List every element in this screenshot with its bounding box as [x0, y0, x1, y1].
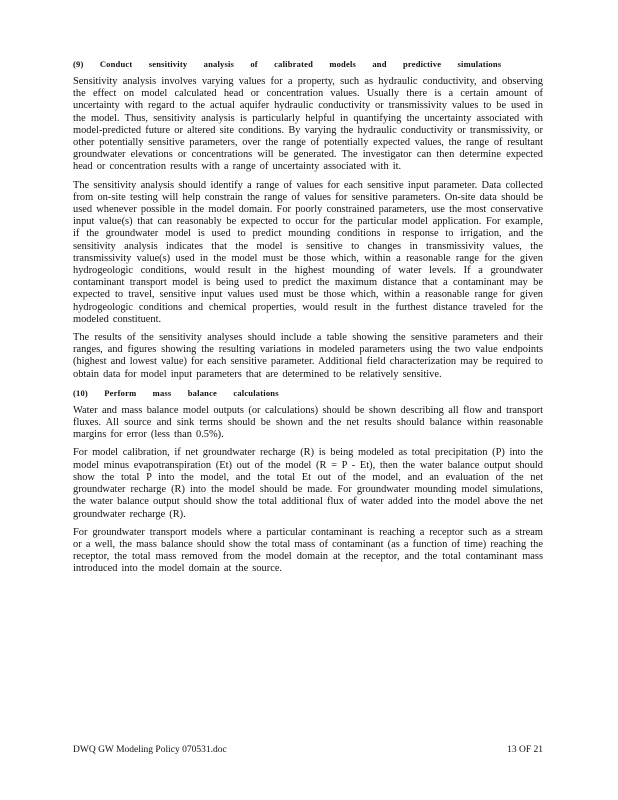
section-9-paragraph-3: The results of the sensitivity analyses should include a table showing the sensitive parameters and their ranges, and figures showing the resulting variations in modeled parameters using the two value endpoints (highest and lowest value) for each sensitive parameter. Additional field characterization may be required to obtain data for model input parameters that are determined to be relatively sensitive. — [73, 332, 543, 380]
footer-document-name: DWQ GW Modeling Policy 070531.doc — [73, 745, 227, 755]
section-9-heading: (9) Conduct sensitivity analysis of calibrated models and predictive simulations — [73, 59, 502, 69]
section-10-paragraph-1: Water and mass balance model outputs (or calculations) should be shown describing all flow and transport fluxes. All source and sink terms should be shown and the net results should balance within reasonable margins for error (less than 0.5%). — [73, 404, 543, 441]
section-9-paragraph-2: The sensitivity analysis should identify a range of values for each sensitive input parameter. Data collected from on-site testing will help constrain the range of values for sensitive parameters. On-site data should be used whenever possible in the model domain. For poorly constrained parameters, use the most conservative input value(s) that can reasonably be expected to occur for the particular model application. For example, if the groundwater model is used to predict mounding conditions in response to irrigation, and the sensitivity analysis indicates that the model is sensitive to changes in transmissivity values, the transmissivity value(s) used in the model must be those which, within a reasonable range for the given hydrogeologic conditions, would result in the highest mounding of water levels. If a groundwater contaminant transport model is being used to predict the maximum distance that a contaminant may be expected to travel, sensitive input values used must be those which, within a reasonable range for given hydrogeologic conditions and chemical properties, would result in the furthest distance traveled for the modeled constituent. — [73, 179, 543, 325]
section-9-paragraph-1: Sensitivity analysis involves varying values for a property, such as hydraulic conductivity, and observing the effect on model calculated head or concentration values. Usually there is a certain amount of uncertainty with regard to the actual aquifer hydraulic conductivity or transmissivity values to be used in the model. Thus, sensitivity analysis is particularly helpful in quantifying the uncertainty associated with model-predicted future or altered site conditions. By varying the hydraulic conductivity or transmissivity, or other potentially sensitive parameters, over the range of potentially expected values, the range of resultant groundwater elevations or concentrations will be generated. The investigator can then determine expected head or concentration results with a range of uncertainty associated with it. — [73, 76, 543, 173]
section-10-paragraph-3: For groundwater transport models where a particular contaminant is reaching a receptor such as a stream or a well, the mass balance should show the total mass of contaminant (as a function of time) reaching the receptor, the total mass removed from the model domain at the receptor, and the total contaminant mass introduced into the model domain at the source. — [73, 526, 543, 575]
section-10-paragraph-2: For model calibration, if net groundwater recharge (R) is being modeled as total precipitation (P) into the model minus evapotranspiration (Et) out of the model (R = P - Et), then the water balance output should show the total P into the model, and the total Et out of the model, and an evaluation of the net groundwater recharge (R) into the model should be made. For groundwater mounding model simulations, the water balance output should show the total additional flux of water added into the model above the net groundwater recharge (R). — [73, 447, 543, 520]
footer-page-number: 13 OF 21 — [507, 745, 543, 755]
section-10-heading: (10) Perform mass balance calculations — [73, 387, 279, 398]
page-footer — [73, 745, 543, 755]
document-page — [73, 58, 543, 582]
